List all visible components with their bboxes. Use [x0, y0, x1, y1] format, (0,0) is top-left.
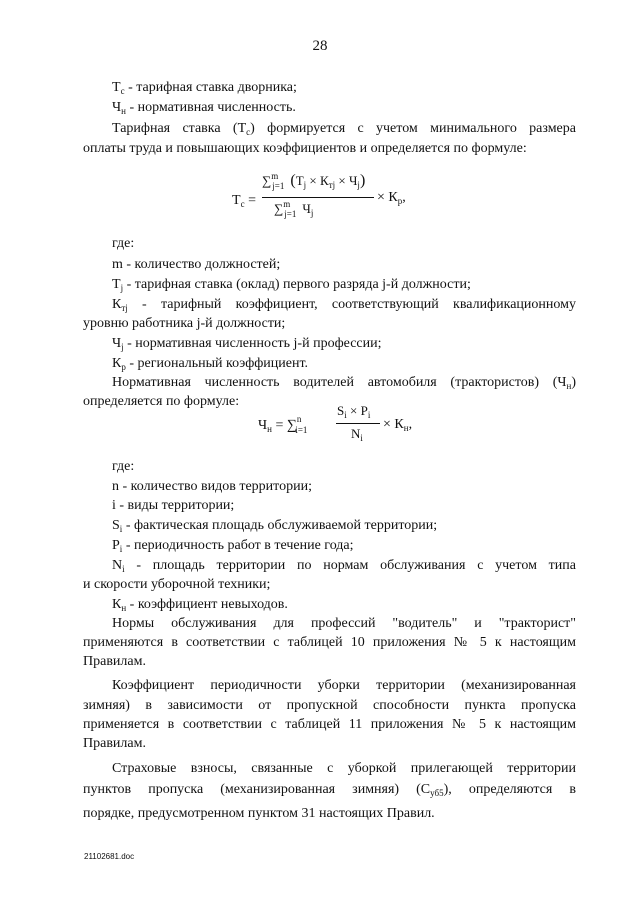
paragraph-tariff-rate-cont: оплаты труда и повышающих коэффициентов и определяется по формуле: [83, 141, 527, 156]
where-label-2: где: [112, 459, 135, 474]
list-item: $Ч_j$ - нормативная численность j-й профессии; [112, 336, 382, 352]
paragraph-drivers: Нормативная численность водителей автомобиля (трактористов) $(Ч_н)$ [112, 375, 576, 391]
list-item: $К_р$ - региональный коэффициент. [112, 356, 309, 372]
list-item-cont: уровню работника j-й должности; [83, 316, 286, 331]
paragraph-insurance: Страховые взносы, связанные с уборкой прилегающей территории [112, 761, 576, 776]
list-item: m - количество должностей; [112, 257, 281, 272]
paragraph-service-norms-cont: применяются в соответствии с таблицей 10 приложения № 5 к настоящим [83, 635, 576, 650]
definition-chn: $Ч_н$ - нормативная численность. [112, 100, 296, 116]
list-item: $Т_j$ - тарифная ставка (оклад) первого разряда j-й должности; [112, 277, 471, 293]
list-item: $S_i$ - фактическая площадь обслуживаемой территории; [112, 518, 438, 534]
list-item: n - количество видов территории; [112, 479, 312, 494]
paragraph-service-norms-end: Правилам. [83, 654, 146, 669]
paragraph-tariff-rate: Тарифная ставка $(Т_с)$ формируется с учетом минимального размера [112, 121, 576, 137]
paragraph-periodicity-cont: зимняя) в зависимости от пропускной способности пункта пропуска [83, 698, 576, 713]
list-item: $N_i$ - площадь территории по нормам обслуживания с учетом типа [112, 558, 576, 574]
list-item: $К_{тj}$ - тарифный коэффициент, соответствующий квалификационному [112, 297, 576, 313]
paragraph-periodicity: Коэффициент периодичности уборки территории (механизированная [112, 678, 576, 693]
fraction-bar [262, 197, 374, 198]
definition-tc: $Т_с$ - тарифная ставка дворника; [112, 80, 297, 96]
list-item: $P_i$ - периодичность работ в течение года; [112, 538, 354, 554]
list-item: $К_н$ - коэффициент невыходов. [112, 597, 288, 613]
page-number: 28 [312, 38, 328, 54]
paragraph-periodicity-end: Правилам. [83, 736, 146, 751]
where-label-1: где: [112, 236, 135, 251]
paragraph-drivers-cont: определяется по формуле: [83, 394, 240, 409]
paragraph-periodicity-cont: применяется в соответствии с таблицей 11 приложения № 5 к настоящим [83, 717, 576, 732]
paragraph-insurance-end: порядке, предусмотренном пунктом 31 настоящих Правил. [83, 806, 435, 821]
list-item: i - виды территории; [112, 498, 235, 513]
document-footer: 21102681.doc [84, 852, 135, 861]
list-item-cont: и скорости уборочной техники; [83, 577, 271, 592]
paragraph-insurance-cont: пунктов пропуска (механизированная зимняя) $(С_{уб5})$, определяются в [83, 782, 576, 798]
paragraph-service-norms: Нормы обслуживания для профессий "водитель" и "тракторист" [112, 616, 576, 631]
fraction-bar [336, 423, 380, 424]
